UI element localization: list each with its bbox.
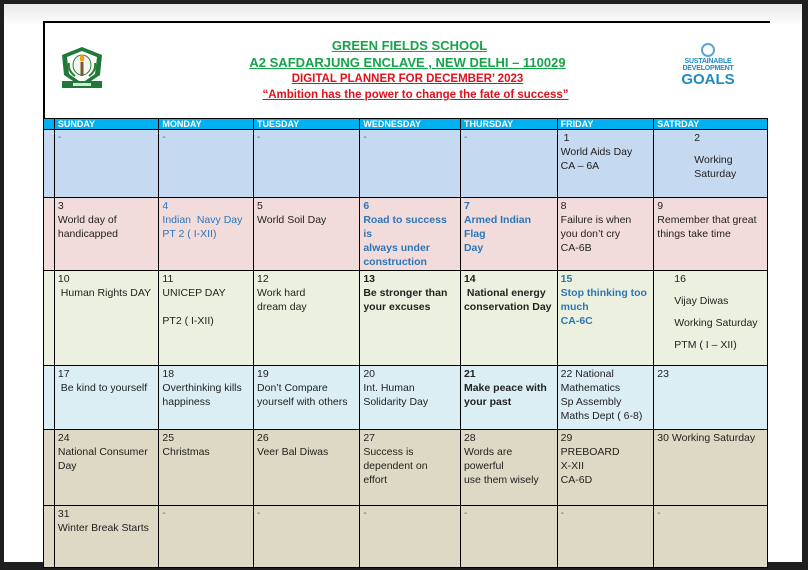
day-number: 28 — [463, 432, 476, 444]
day-note: CA-6B — [560, 242, 592, 254]
day-cell — [557, 130, 654, 198]
row-stripe — [44, 366, 55, 430]
day-number: 5 — [257, 200, 263, 212]
day-number: 31 — [57, 508, 70, 520]
day-cell — [557, 506, 654, 568]
day-number: - — [463, 508, 468, 519]
day-note: Work hard — [257, 287, 306, 299]
day-note: Vijay Diwas — [674, 295, 729, 307]
day-number: 14 — [463, 273, 476, 285]
day-cell — [54, 366, 159, 430]
day-note: Make peace with — [463, 382, 547, 394]
day-cell — [159, 271, 254, 366]
document-page — [4, 4, 802, 562]
day-note: Mathematics — [560, 382, 621, 394]
day-note: Words are — [463, 446, 513, 458]
day-note: Remember that great — [657, 214, 757, 226]
day-note: National energy — [463, 287, 546, 299]
day-note: Day — [57, 460, 77, 472]
un-globe-icon — [701, 43, 715, 57]
day-number: 25 — [162, 432, 175, 444]
weekday-friday: FRIDAY — [557, 119, 654, 130]
day-cell — [460, 271, 557, 366]
day-number: 10 — [57, 273, 70, 285]
day-number: 4 — [162, 200, 169, 212]
day-cell — [159, 506, 254, 568]
day-number: 20 — [363, 368, 376, 380]
day-note: use them wisely — [463, 474, 539, 486]
day-number: - — [257, 508, 261, 519]
day-cell — [654, 430, 768, 506]
day-cell — [360, 271, 461, 366]
sdg-line1: SUSTAINABLE — [684, 58, 732, 65]
week-row — [44, 366, 768, 430]
day-note: Solidarity Day — [363, 396, 429, 408]
day-cell — [54, 198, 159, 271]
day-cell — [557, 198, 654, 271]
day-note: CA – 6A — [560, 160, 600, 172]
calendar-table — [43, 118, 768, 568]
day-number: 15 — [560, 273, 573, 285]
day-note: powerful — [463, 460, 504, 472]
day-note: World day of — [57, 214, 117, 226]
school-address: A2 SAFDARJUNG ENCLAVE , NEW DELHI – 110029 — [249, 55, 566, 70]
weekday-sunday: SUNDAY — [54, 119, 159, 130]
day-number: - — [257, 132, 261, 143]
day-note: CA-6D — [560, 474, 593, 486]
day-number: 12 — [257, 273, 269, 285]
day-cell — [360, 366, 461, 430]
day-note: National Consumer — [57, 446, 148, 458]
day-cell — [360, 430, 461, 506]
day-note: conservation Day — [463, 301, 552, 313]
day-cell — [54, 271, 159, 366]
day-cell — [460, 198, 557, 271]
weekday-tuesday: TUESDAY — [254, 119, 360, 130]
header-stripe — [44, 119, 55, 130]
day-number: 17 — [57, 368, 70, 380]
day-cell — [654, 366, 768, 430]
day-cell — [54, 430, 159, 506]
day-note: Working — [694, 154, 733, 166]
day-number: 23 — [657, 368, 669, 380]
day-cell — [460, 506, 557, 568]
day-cell — [254, 430, 360, 506]
day-number: 8 — [560, 200, 567, 212]
day-note: UNICEP DAY — [162, 287, 226, 299]
day-cell — [654, 506, 768, 568]
day-note: Road to success is — [363, 214, 450, 240]
sdg-line2: DEVELOPMENT — [682, 65, 734, 72]
day-note: Don’t Compare — [257, 382, 328, 394]
day-cell — [54, 506, 159, 568]
day-note: CA-6C — [560, 315, 593, 327]
day-number: - — [162, 508, 166, 519]
day-note: Winter Break Starts — [57, 522, 149, 534]
day-cell — [360, 198, 461, 271]
day-note: PT 2 ( I-XII) — [162, 228, 217, 240]
day-note: PT2 ( I-XII) — [162, 315, 214, 327]
day-number: 16 — [674, 273, 686, 285]
row-stripe — [44, 506, 55, 568]
day-number: 18 — [162, 368, 175, 380]
day-cell — [159, 198, 254, 271]
week-row — [44, 130, 768, 198]
day-note: Day — [463, 242, 484, 254]
weekday-thursday: THURSDAY — [460, 119, 557, 130]
day-cell — [360, 130, 461, 198]
day-cell — [460, 366, 557, 430]
day-cell — [557, 271, 654, 366]
day-cell — [557, 366, 654, 430]
day-number: 7 — [463, 200, 470, 212]
weekday-header-row — [44, 119, 768, 130]
planner-quote: “Ambition has the power to change the fate of success” — [262, 89, 569, 101]
day-note: yourself with others — [257, 396, 348, 408]
day-cell — [254, 198, 360, 271]
sdg-logo — [678, 43, 738, 91]
day-number: 2 — [694, 132, 701, 144]
weekday-monday: MONDAY — [159, 119, 254, 130]
day-number: - — [162, 132, 166, 143]
day-note: your excuses — [363, 301, 431, 313]
week-row — [44, 198, 768, 271]
day-note — [162, 300, 250, 314]
school-name: GREEN FIELDS SCHOOL — [331, 38, 488, 53]
day-note: effort — [363, 474, 388, 486]
day-note: you don’t cry — [560, 228, 621, 240]
day-number: 22 National — [560, 368, 614, 380]
day-number: 19 — [257, 368, 269, 380]
day-number: 9 — [657, 200, 664, 212]
day-cell — [557, 430, 654, 506]
day-note: World Soil Day — [257, 214, 327, 226]
header-titles — [45, 37, 770, 104]
day-cell — [460, 130, 557, 198]
day-number: - — [463, 132, 468, 143]
day-note: Int. Human — [363, 382, 415, 394]
day-note: Be stronger than — [363, 287, 448, 299]
weekday-saturday: SATRDAY — [654, 119, 768, 130]
weekday-wednesday: WEDNESDAY — [360, 119, 461, 130]
day-cell — [159, 366, 254, 430]
day-note: construction — [363, 256, 427, 268]
day-note: Working Saturday — [674, 317, 758, 329]
day-cell — [654, 198, 768, 271]
day-note: Success is — [363, 446, 414, 458]
day-cell — [54, 130, 159, 198]
day-cell — [360, 506, 461, 568]
day-note: Be kind to yourself — [57, 382, 148, 394]
day-note: dream day — [257, 301, 307, 313]
day-note: dependent on — [363, 460, 428, 472]
day-note: much — [560, 301, 589, 313]
day-cell — [254, 130, 360, 198]
day-note: Maths Dept ( 6-8) — [560, 410, 643, 422]
day-cell — [254, 506, 360, 568]
day-note: PTM ( I – XII) — [674, 339, 737, 351]
day-note: Human Rights DAY — [57, 287, 152, 299]
day-note: Christmas — [162, 446, 210, 458]
sdg-line3: GOALS — [681, 71, 735, 88]
row-stripe — [44, 430, 55, 506]
day-note: Indian Navy Day — [162, 214, 243, 226]
day-note: your past — [463, 396, 512, 408]
day-note: Veer Bal Diwas — [257, 446, 329, 458]
day-note: things take time — [657, 228, 731, 240]
planner-document — [43, 21, 770, 563]
day-number: 21 — [463, 368, 476, 380]
day-note: Overthinking kills — [162, 382, 242, 394]
planner-title: DIGITAL PLANNER FOR DECEMBER’ 2023 — [291, 73, 524, 85]
day-number: - — [363, 508, 367, 519]
day-number: 30 Working Saturday — [657, 432, 756, 444]
day-note: PREBOARD — [560, 446, 620, 458]
day-note: Stop thinking too — [560, 287, 647, 299]
day-cell — [654, 130, 768, 198]
week-row — [44, 506, 768, 568]
row-stripe — [44, 271, 55, 366]
day-note: Armed Indian Flag — [463, 214, 534, 240]
day-number: 13 — [363, 273, 376, 285]
day-note: happiness — [162, 396, 211, 408]
day-number: 1 — [560, 132, 570, 144]
day-number: 26 — [257, 432, 269, 444]
day-note: Sp Assembly — [560, 396, 622, 408]
row-stripe — [44, 198, 55, 271]
day-number: 3 — [57, 200, 64, 212]
day-number: - — [657, 508, 661, 519]
day-cell — [159, 430, 254, 506]
day-number: 27 — [363, 432, 376, 444]
day-note: Failure is when — [560, 214, 632, 226]
day-cell — [254, 366, 360, 430]
day-number: 6 — [363, 200, 370, 212]
day-number: 29 — [560, 432, 573, 444]
day-number: - — [363, 132, 367, 143]
row-stripe — [44, 130, 55, 198]
day-number: 11 — [162, 273, 174, 285]
day-cell — [254, 271, 360, 366]
day-number: - — [57, 132, 62, 143]
day-note: always under — [363, 242, 430, 254]
planner-header — [45, 23, 770, 118]
day-note: Saturday — [694, 168, 737, 180]
day-cell — [654, 271, 768, 366]
day-cell — [159, 130, 254, 198]
day-note: handicapped — [57, 228, 119, 240]
week-row — [44, 430, 768, 506]
day-note: World Aids Day — [560, 146, 633, 158]
day-number: - — [560, 508, 564, 519]
week-row — [44, 271, 768, 366]
day-note: X-XII — [560, 460, 584, 472]
day-number: 24 — [57, 432, 70, 444]
day-cell — [460, 430, 557, 506]
